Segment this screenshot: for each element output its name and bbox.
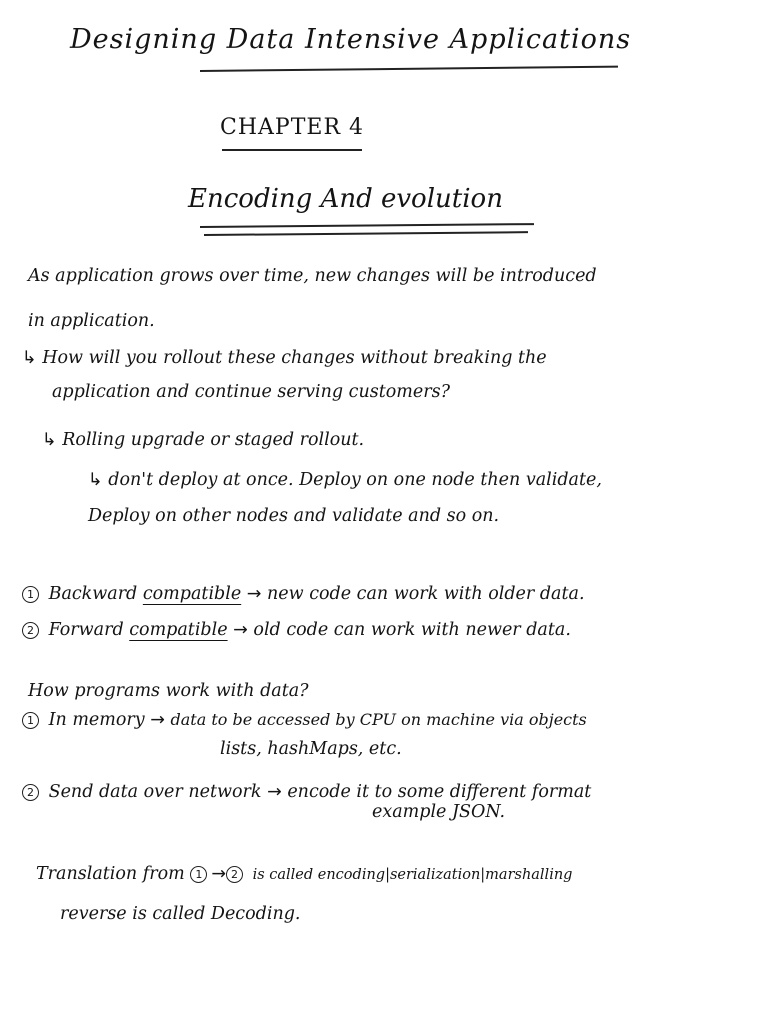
- notebook-title: Designing Data Intensive Applications: [70, 24, 632, 55]
- title-underline: [200, 66, 618, 72]
- answer-line: ↳ Rolling upgrade or staged rollout.: [42, 430, 365, 450]
- number-circle: 2: [22, 622, 39, 639]
- chapter-underline: [222, 149, 362, 151]
- right-arrow-icon: →: [211, 864, 226, 884]
- detail-line: Deploy on other nodes and validate and so on.: [88, 506, 500, 526]
- programs-heading: How programs work with data?: [28, 681, 309, 701]
- programs-item: 1 In memory → data to be accessed by CPU on machine via objects: [22, 712, 587, 730]
- number-circle: 1: [22, 586, 39, 603]
- programs-item-cont: lists, hashMaps, etc.: [220, 739, 402, 759]
- question-line: ↳ How will you rollout these changes without breaking the: [22, 348, 547, 368]
- translation-reverse: reverse is called Decoding.: [60, 904, 301, 924]
- number-circle: 2: [22, 784, 39, 801]
- programs-item: 2 Send data over network → encode it to some different format: [22, 784, 591, 802]
- hook-arrow-icon: ↳: [42, 430, 57, 450]
- section-underline: [200, 223, 534, 228]
- right-arrow-icon: →: [246, 584, 262, 604]
- right-arrow-icon: →: [233, 620, 248, 640]
- number-circle: 2: [226, 866, 243, 883]
- right-arrow-icon: →: [267, 782, 282, 802]
- section-heading: Encoding And evolution: [188, 184, 503, 214]
- compat-term: compatible: [129, 620, 228, 640]
- section-double-underline: [204, 231, 528, 236]
- detail-line: ↳ don't deploy at once. Deploy on one node then validate,: [88, 470, 602, 490]
- chapter-heading: CHAPTER 4: [220, 115, 364, 140]
- number-circle: 1: [190, 866, 207, 883]
- intro-line: As application grows over time, new changes will be introduced: [28, 266, 597, 286]
- compat-term: compatible: [142, 584, 242, 604]
- right-arrow-icon: →: [150, 710, 165, 730]
- programs-item-cont: example JSON.: [372, 802, 506, 822]
- intro-line: in application.: [28, 311, 155, 331]
- number-circle: 1: [22, 712, 39, 729]
- hook-arrow-icon: ↳: [88, 470, 103, 490]
- question-line: application and continue serving customers?: [52, 382, 450, 402]
- compat-item: 1 Backward compatible → new code can work with older data.: [22, 586, 585, 604]
- hook-arrow-icon: ↳: [22, 348, 37, 368]
- compat-item: 2 Forward compatible → old code can work with newer data.: [22, 622, 571, 640]
- translation-line: Translation from 1 → 2 is called encoding|serialization|marshalling: [36, 864, 573, 884]
